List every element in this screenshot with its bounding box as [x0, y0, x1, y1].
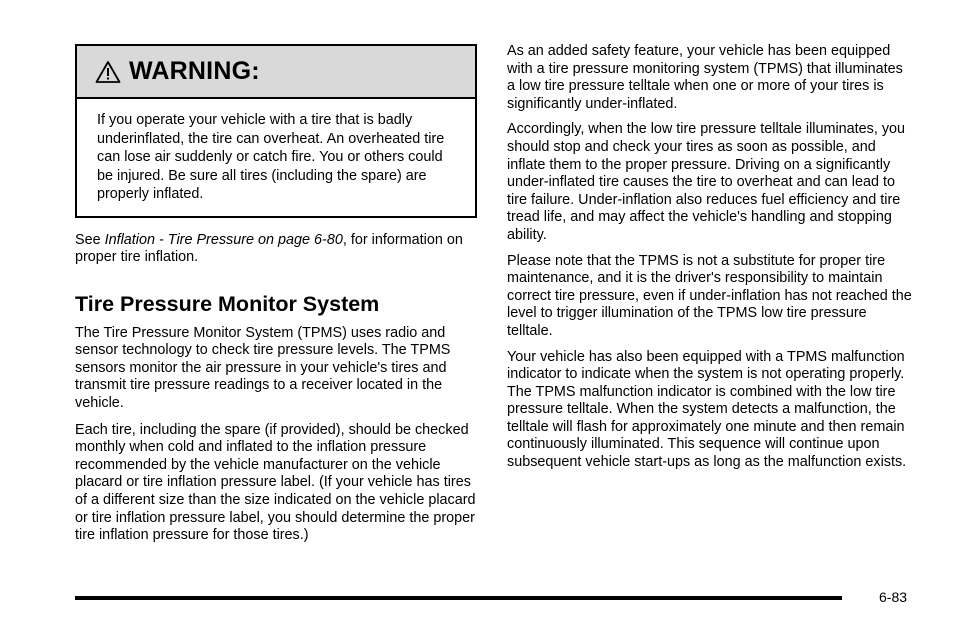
warning-header	[77, 46, 475, 99]
section-paragraph: Each tire, including the spare (if provided), should be checked monthly when cold and inflated to the inflation pressure recommended by the vehicle manufacturer on the vehicle placard or tire inflation pressure label. (If your vehicle has tires of a different size than the size indicated on the vehicle placard or tire inflation pressure label, you should determine the proper tire inflation pressure for those tires.)	[75, 421, 476, 544]
right-paragraph: Please note that the TPMS is not a substitute for proper tire maintenance, and it is the driver's responsibility to maintain correct tire pressure, even if under-inflation has not reached the level to trigger illumination of the TPMS low tire pressure telltale.	[507, 252, 912, 339]
see-ref-prefix: See	[75, 231, 105, 248]
right-paragraph: Your vehicle has also been equipped with a TPMS malfunction indicator to indicate when the system is not operating properly. The TPMS malfunction indicator is combined with the low tire pressure telltale. When the system detects a malfunction, the telltale will flash for approximately one minute and then remain continuously illuminated. This sequence will continue upon subsequent vehicle start-ups as long as the malfunction exists.	[507, 348, 907, 471]
cross-reference-link[interactable]: Inflation - Tire Pressure on page 6-80	[104, 231, 343, 248]
warning-body: If you operate your vehicle with a tire that is badly underinflated, the tire can overheat. An overheated tire can lose air suddenly or catch fire. You or others could be injured. Be sure all tires (including the spare) are properly inflated.	[97, 112, 445, 202]
right-column	[507, 43, 912, 472]
right-paragraph: As an added safety feature, your vehicle has been equipped with a tire pressure monitoring system (TPMS) that illuminates a low tire pressure telltale when one or more of your tires is significantly under-inflated.	[507, 43, 903, 112]
page-number: 6-83	[879, 589, 908, 605]
footer-rule	[75, 596, 842, 600]
left-column	[75, 44, 477, 545]
warning-box	[75, 44, 477, 218]
see-ref-suffix: , for information on proper tire inflation.	[75, 231, 463, 266]
section-paragraph: The Tire Pressure Monitor System (TPMS) uses radio and sensor technology to check tire pressure levels. The TPMS sensors monitor the air pressure in your vehicle's tires and transmit tire pressure readings to a receiver located in the vehicle.	[75, 324, 451, 412]
right-paragraph: Accordingly, when the low tire pressure telltale illuminates, you should stop and check your tires as soon as possible, and inflate them to the proper pressure. Driving on a significantly under-inflated tire causes the tire to overheat and can lead to tire failure. Under-inflation also reduces fuel efficiency and tire tread life, and may affect the vehicle's handling and stopping ability.	[507, 121, 906, 243]
section-heading: Tire Pressure Monitor System	[75, 291, 380, 316]
see-reference	[75, 232, 477, 267]
warning-title: WARNING:	[129, 57, 260, 85]
warning-triangle-icon	[95, 60, 121, 84]
